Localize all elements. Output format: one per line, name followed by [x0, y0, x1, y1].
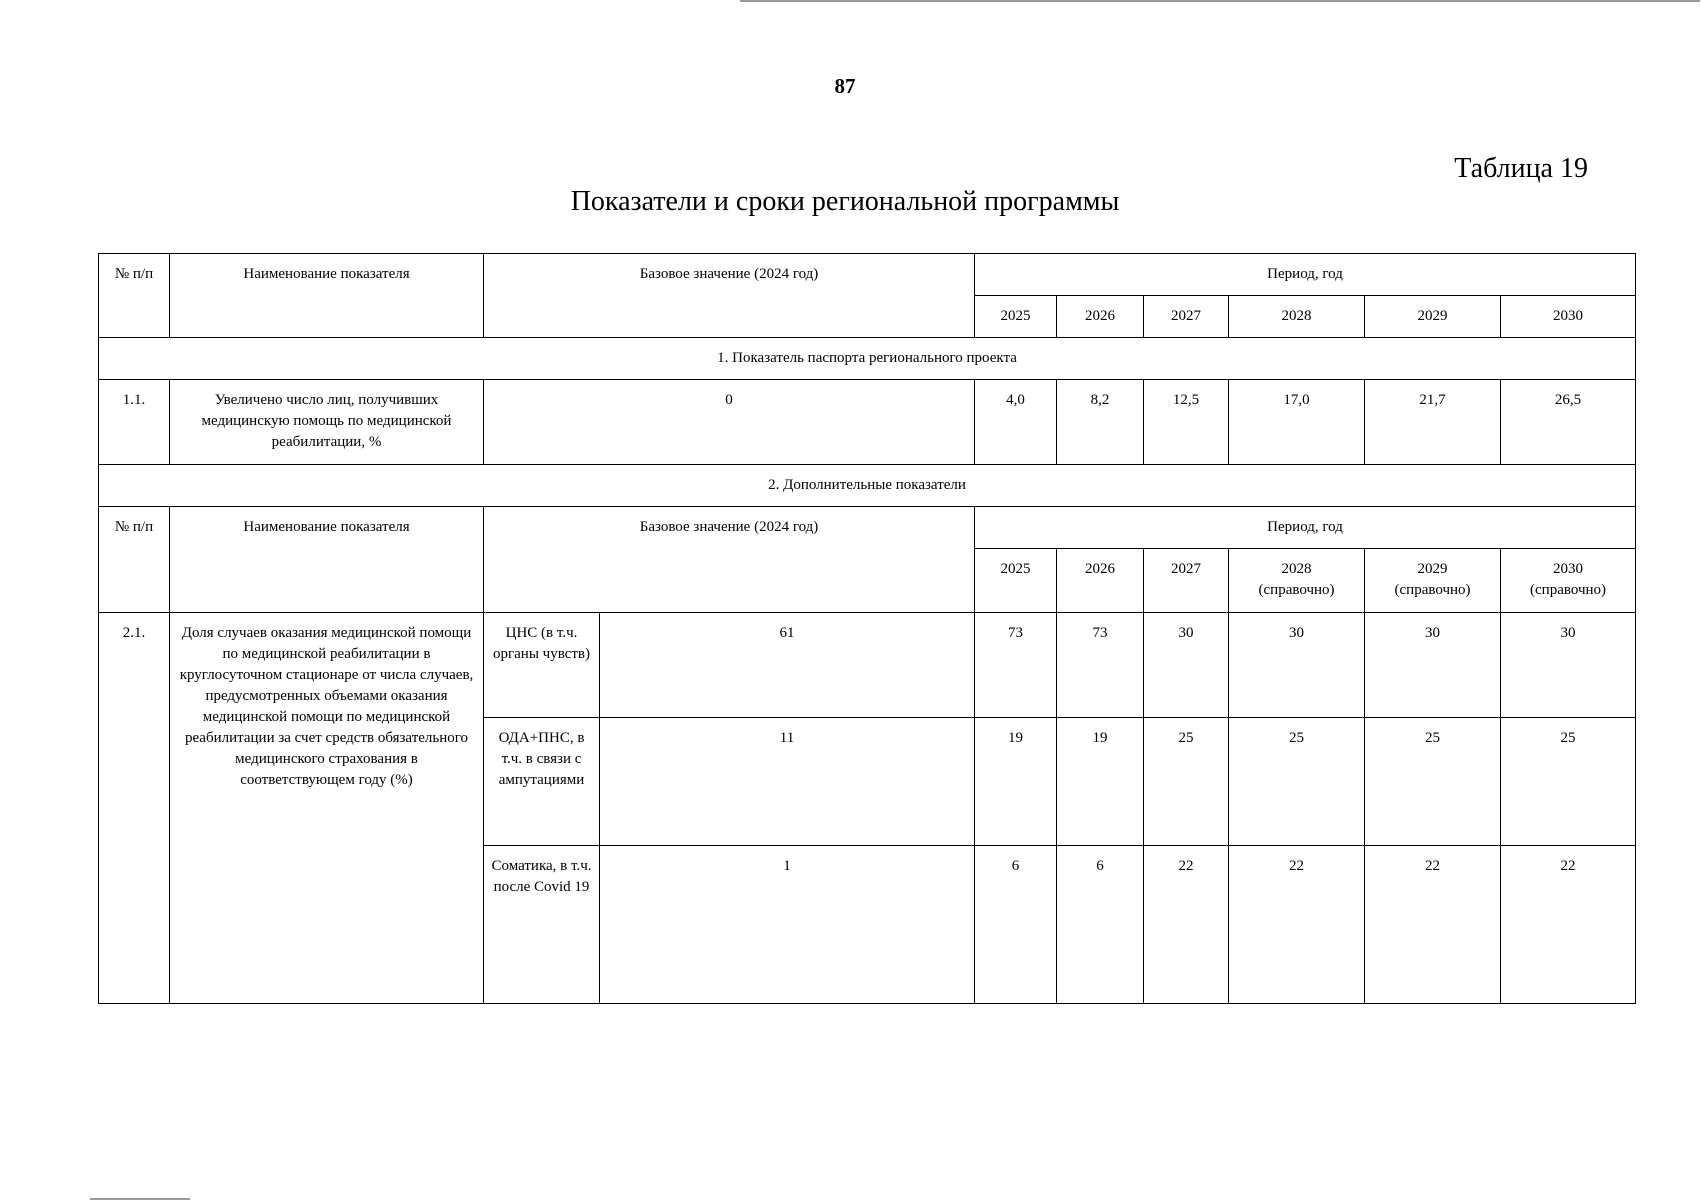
table-row — [99, 380, 1636, 465]
base-value: 0 — [484, 380, 975, 465]
year-cell: 2030 — [1501, 296, 1636, 338]
section-1-title: 1. Показатель паспорта регионального проекта — [99, 338, 1636, 380]
base-value: 1 — [600, 846, 975, 1004]
year-value: 22 — [1229, 846, 1365, 1004]
header-base-cell — [484, 254, 975, 338]
header-number-cell — [99, 254, 170, 338]
year-value: 73 — [975, 613, 1057, 718]
year-cell: 2027 — [1144, 549, 1229, 613]
header-period-cell — [975, 254, 1636, 296]
year-value: 22 — [1501, 846, 1636, 1004]
year-note: (справочно) — [1258, 582, 1335, 598]
header-number-label: № п/п — [114, 519, 154, 535]
header-base-label: Базовое значение (2024 год) — [639, 519, 819, 535]
section-row — [99, 465, 1636, 507]
year-value: 22 — [1144, 846, 1229, 1004]
year-note: (справочно) — [1530, 582, 1607, 598]
year-value: 6 — [1057, 846, 1144, 1004]
table-row — [99, 613, 1636, 718]
year-value: 25 — [1365, 718, 1501, 846]
year-label: 2028 — [1281, 561, 1312, 577]
year-value: 25 — [1501, 718, 1636, 846]
year-cell — [1365, 549, 1501, 613]
base-value: 61 — [600, 613, 975, 718]
year-value: 22 — [1365, 846, 1501, 1004]
year-value: 73 — [1057, 613, 1144, 718]
year-value: 25 — [1229, 718, 1365, 846]
table-header-row — [99, 254, 1636, 296]
page-number: 87 — [834, 74, 856, 98]
header-number-label: № п/п — [114, 266, 154, 282]
year-value: 30 — [1365, 613, 1501, 718]
year-cell: 2028 — [1229, 296, 1365, 338]
year-cell: 2029 — [1365, 296, 1501, 338]
year-value: 21,7 — [1365, 380, 1501, 465]
year-value: 30 — [1144, 613, 1229, 718]
header-period-label: Период, год — [1267, 519, 1343, 535]
year-cell: 2025 — [975, 296, 1057, 338]
year-cell: 2026 — [1057, 296, 1144, 338]
base-value: 11 — [600, 718, 975, 846]
year-value: 19 — [1057, 718, 1144, 846]
subcategory-label: ЦНС (в т.ч. органы чувств) — [484, 613, 600, 718]
section-row — [99, 338, 1636, 380]
row-number: 1.1. — [99, 380, 170, 465]
year-value: 30 — [1501, 613, 1636, 718]
header-name-cell — [170, 507, 484, 613]
year-label: 2030 — [1553, 561, 1584, 577]
year-cell — [1501, 549, 1636, 613]
year-value: 30 — [1229, 613, 1365, 718]
header-name-cell — [170, 254, 484, 338]
indicator-name: Увеличено число лиц, получивших медицинскую помощь по медицинской реабилитации, % — [170, 380, 484, 465]
scan-artifact-top — [740, 0, 1700, 2]
subcategory-label: ОДА+ПНС, в т.ч. в связи с ампутациями — [484, 718, 600, 846]
year-cell — [1229, 549, 1365, 613]
section-2-title: 2. Дополнительные показатели — [99, 465, 1636, 507]
year-note: (справочно) — [1394, 582, 1471, 598]
table-label: Таблица 19 — [1454, 153, 1588, 184]
year-value: 17,0 — [1229, 380, 1365, 465]
header-name-label: Наименование показателя — [243, 266, 410, 282]
header-base-label: Базовое значение (2024 год) — [639, 266, 819, 282]
year-cell: 2026 — [1057, 549, 1144, 613]
header-number-cell — [99, 507, 170, 613]
document-title: Показатели и сроки региональной программы — [570, 186, 1120, 217]
year-value: 25 — [1144, 718, 1229, 846]
header-name-label: Наименование показателя — [243, 519, 410, 535]
year-value: 26,5 — [1501, 380, 1636, 465]
indicator-name: Доля случаев оказания медицинской помощи по медицинской реабилитации в круглосуточном стационаре от числа случаев, предусмотренных объемами оказания медицинской помощи по медицинской реабилитации за счет средств обязательного медицинского страхования в соответствующем году (%) — [170, 613, 484, 1004]
year-label: 2029 — [1417, 561, 1448, 577]
header-base-cell — [484, 507, 975, 613]
header-period-label: Период, год — [1267, 266, 1343, 282]
year-value: 12,5 — [1144, 380, 1229, 465]
subcategory-label: Соматика, в т.ч. после Covid 19 — [484, 846, 600, 1004]
year-value: 6 — [975, 846, 1057, 1004]
row-number: 2.1. — [99, 613, 170, 1004]
year-value: 4,0 — [975, 380, 1057, 465]
year-value: 19 — [975, 718, 1057, 846]
indicators-table — [98, 253, 1636, 1004]
year-cell: 2025 — [975, 549, 1057, 613]
year-cell: 2027 — [1144, 296, 1229, 338]
header-period-cell — [975, 507, 1636, 549]
year-value: 8,2 — [1057, 380, 1144, 465]
table-header-row — [99, 507, 1636, 549]
